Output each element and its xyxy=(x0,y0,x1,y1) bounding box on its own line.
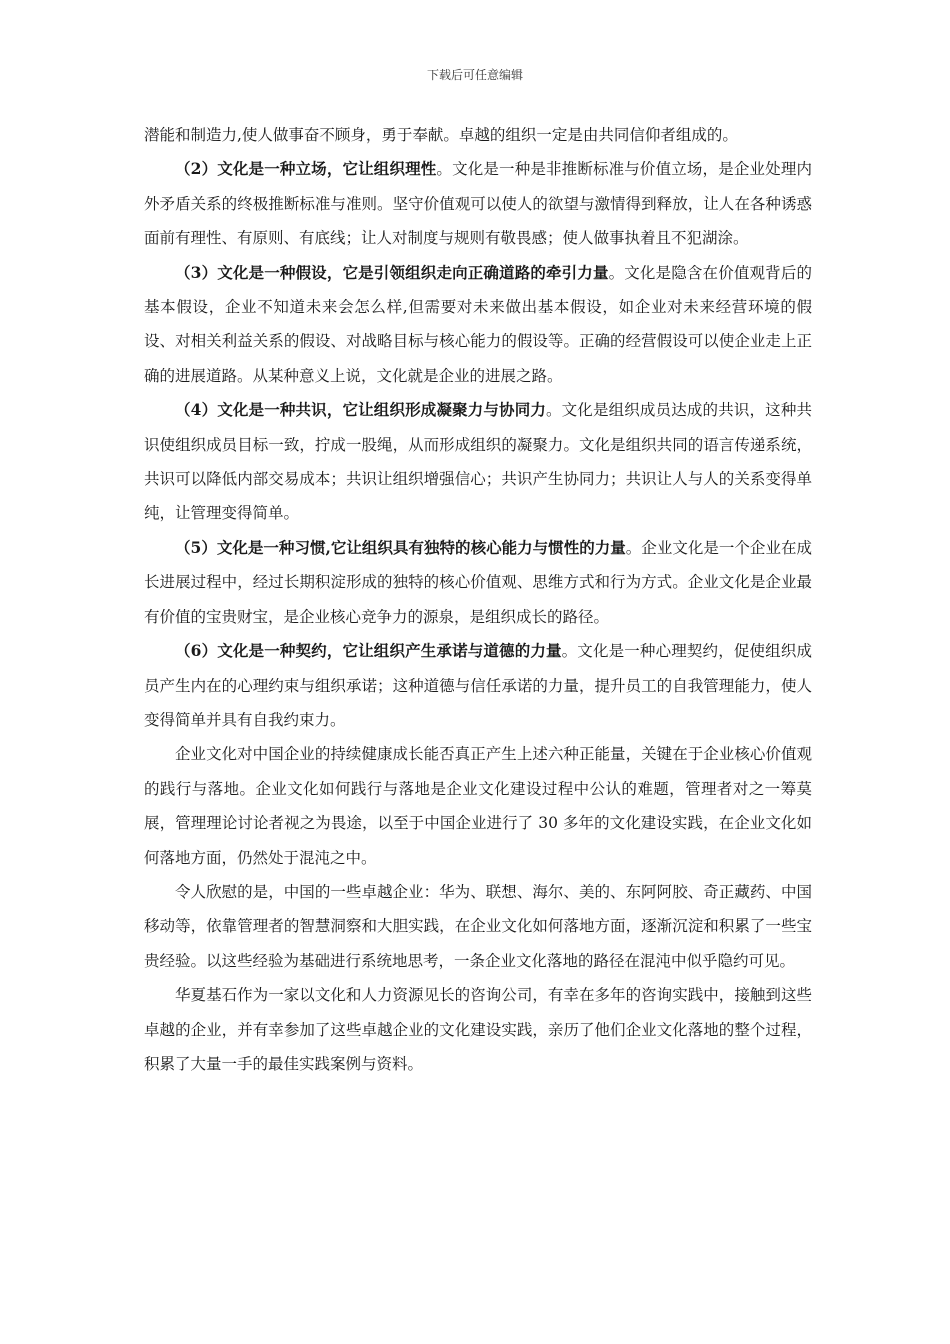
paragraph xyxy=(144,393,812,531)
paragraph-lead: （4）文化是一种共识，它让组织形成凝聚力与协同力 xyxy=(175,400,546,420)
paragraph xyxy=(144,634,812,737)
paragraph-body: 企业文化对中国企业的持续健康成长能否真正产生上述六种正能量，关键在于企业核心价值观的践行与落地。企业文化如何践行与落地是企业文化建设过程中公认的难题，管理者对之一筹莫展，管理理论讨论者视之为畏途，以至于中国企业进行了 30 多年的文化建设实践，在企业文化如何落地方面，仍然处于混沌之中。 xyxy=(144,745,812,867)
paragraph xyxy=(144,978,812,1081)
paragraph xyxy=(144,531,812,634)
paragraph-lead: （2）文化是一种立场，它让组织理性 xyxy=(175,159,437,179)
paragraph-body: 华夏基石作为一家以文化和人力资源见长的咨询公司，有幸在多年的咨询实践中，接触到这些卓越的企业，并有幸参加了这些卓越企业的文化建设实践，亲历了他们企业文化落地的整个过程，积累了大量一手的最佳实践案例与资料。 xyxy=(144,986,812,1073)
paragraph xyxy=(144,737,812,875)
paragraph-body: 。企业文化是一个企业在成长进展过程中，经过长期积淀形成的独特的核心价值观、思维方式和行为方式。企业文化是企业最有价值的宝贵财宝，是企业核心竞争力的源泉，是组织成长的路径。 xyxy=(144,538,812,626)
paragraph-body: 潜能和制造力,使人做事奋不顾身，勇于奉献。卓越的组织一定是由共同信仰者组成的。 xyxy=(144,126,738,144)
paragraph xyxy=(144,875,812,978)
paragraph-lead: （5）文化是一种习惯,它让组织具有独特的核心能力与惯性的力量 xyxy=(175,537,626,557)
page-header: 下载后可任意编辑 xyxy=(426,68,523,82)
paragraph-body: 令人欣慰的是，中国的一些卓越企业：华为、联想、海尔、美的、东阿阿胶、奇正藏药、中国移动等，依靠管理者的智慧洞察和大胆实践，在企业文化如何落地方面，逐渐沉淀和积累了一些宝贵经验。以这些经验为基础进行系统地思考，一条企业文化落地的路径在混沌中似乎隐约可见。 xyxy=(144,882,812,970)
paragraph-body: 。文化是隐含在价值观背后的基本假设，企业不知道未来会怎么样,但需要对未来做出基本假设，如企业对未来经营环境的假设、对相关利益关系的假设、对战略目标与核心能力的假设等。正确的经营假设可以使企业走上正确的进展道路。从某种意义上说，文化就是企业的进展之路。 xyxy=(144,263,812,385)
document-body xyxy=(144,118,812,1081)
paragraph xyxy=(144,152,812,255)
paragraph-body: 。文化是一种心理契约，促使组织成员产生内在的心理约束与组织承诺；这种道德与信任承诺的力量，提升员工的自我管理能力，使人变得简单并具有自我约束力。 xyxy=(144,642,812,729)
paragraph-body: 。文化是组织成员达成的共识，这种共识使组织成员目标一致，拧成一股绳，从而形成组织的凝聚力。文化是组织共同的语言传递系统，共识可以降低内部交易成本；共识让组织增强信心；共识产生协同力；共识让人与人的关系变得单纯，让管理变得简单。 xyxy=(144,401,812,523)
paragraph xyxy=(144,118,812,152)
paragraph-lead: （3）文化是一种假设，它是引领组织走向正确道路的牵引力量 xyxy=(175,262,609,282)
paragraph-lead: （6）文化是一种契约，它让组织产生承诺与道德的力量 xyxy=(175,641,562,661)
paragraph xyxy=(144,256,812,394)
paragraph-body: 。文化是一种是非推断标准与价值立场，是企业处理内外矛盾关系的终极推断标准与准则。坚守价值观可以使人的欲望与激情得到释放，让人在各种诱惑面前有理性、有原则、有底线；让人对制度与规则有敬畏感；使人做事执着且不犯湖涂。 xyxy=(144,160,812,248)
